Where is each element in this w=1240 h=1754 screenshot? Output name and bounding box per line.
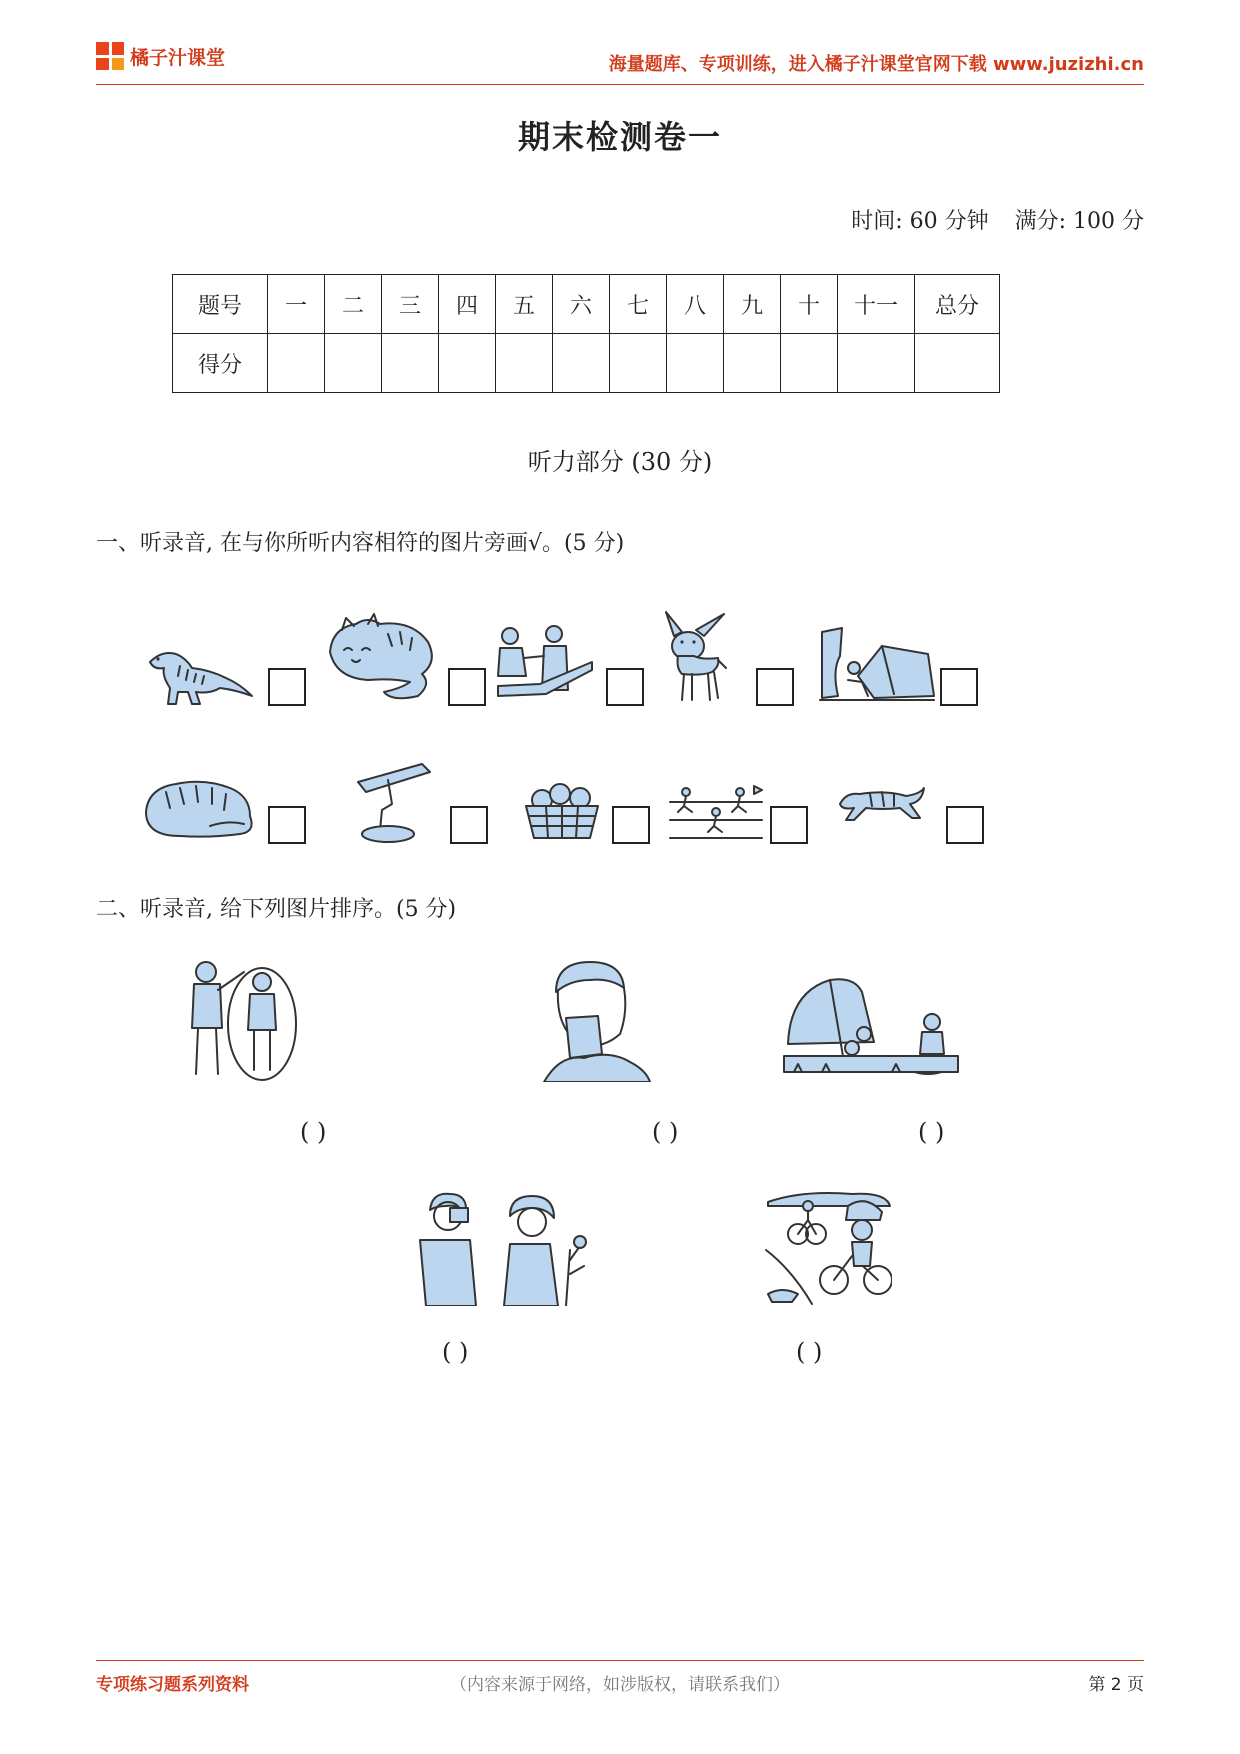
answer-checkbox[interactable] — [268, 668, 306, 706]
donkey-picture — [652, 606, 734, 704]
header-brand — [96, 42, 225, 70]
score-cell[interactable] — [610, 334, 667, 393]
desk-lamp-picture — [352, 760, 436, 844]
score-cell[interactable] — [553, 334, 610, 393]
score-table-col: 四 — [439, 275, 496, 334]
score-table-col: 六 — [553, 275, 610, 334]
score-cell[interactable] — [915, 334, 1000, 393]
score-table-col: 一 — [268, 275, 325, 334]
footer-series: 专项练习题系列资料 — [96, 1675, 249, 1695]
score-cell[interactable] — [496, 334, 553, 393]
footer-divider — [96, 1660, 1144, 1661]
tiger-jumping-picture — [836, 784, 926, 826]
score-cell[interactable] — [439, 334, 496, 393]
score-table-col: 七 — [610, 275, 667, 334]
tent-camping-picture — [782, 972, 960, 1080]
question2-title: 二、听录音, 给下列图片排序。(5 分) — [96, 897, 457, 922]
score-table-col: 八 — [667, 275, 724, 334]
fruit-basket-picture — [520, 782, 604, 844]
answer-checkbox[interactable] — [268, 806, 306, 844]
answer-checkbox[interactable] — [450, 806, 488, 844]
score-table-col: 总分 — [915, 275, 1000, 334]
order-answer-paren[interactable]: ( ) — [300, 1118, 327, 1146]
girl-cycling-picture — [762, 1190, 892, 1306]
score-table-col: 五 — [496, 275, 553, 334]
score-cell[interactable] — [667, 334, 724, 393]
order-answer-paren[interactable]: ( ) — [442, 1338, 469, 1366]
score-table — [172, 274, 1000, 393]
score-table-header-row — [173, 275, 1000, 334]
answer-checkbox[interactable] — [612, 806, 650, 844]
running-race-picture — [668, 784, 764, 844]
doctor-patient-picture — [496, 622, 594, 702]
score-table-score-row — [173, 334, 1000, 393]
orange-squares-logo-icon — [96, 42, 124, 70]
camping-picture — [818, 626, 936, 706]
page-number-value: 2 — [1110, 1675, 1122, 1695]
man-sneezing-picture — [540, 958, 652, 1082]
score-table-col: 九 — [724, 275, 781, 334]
exam-time: 时间: 60 分钟 — [851, 209, 989, 234]
score-cell[interactable] — [382, 334, 439, 393]
score-table-col: 三 — [382, 275, 439, 334]
exam-full-score: 满分: 100 分 — [1014, 209, 1144, 234]
score-cell[interactable] — [838, 334, 915, 393]
header-divider — [96, 84, 1144, 85]
page-number — [1088, 1670, 1144, 1695]
listening-section-title: 听力部分 (30 分) — [527, 448, 713, 476]
score-cell[interactable] — [325, 334, 382, 393]
answer-checkbox[interactable] — [448, 668, 486, 706]
cat-sleeping-picture — [322, 612, 440, 702]
brand-name: 橘子汁课堂 — [130, 46, 226, 69]
score-table-col: 十 — [781, 275, 838, 334]
answer-checkbox[interactable] — [940, 668, 978, 706]
score-cell[interactable] — [724, 334, 781, 393]
answer-checkbox[interactable] — [756, 668, 794, 706]
girls-photo-picture — [410, 1190, 590, 1306]
answer-checkbox[interactable] — [606, 668, 644, 706]
score-cell[interactable] — [268, 334, 325, 393]
dinosaur-picture — [140, 632, 258, 708]
order-answer-paren[interactable]: ( ) — [918, 1118, 945, 1146]
score-cell[interactable] — [781, 334, 838, 393]
page-suffix: 页 — [1127, 1675, 1144, 1695]
boys-measuring-picture — [180, 958, 302, 1082]
order-answer-paren[interactable]: ( ) — [796, 1338, 823, 1366]
score-table-col: 十一 — [838, 275, 915, 334]
header-slogan: 海量题库、专项训练，进入橘子汁课堂官网下载 www.juzizhi.cn — [608, 54, 1144, 75]
page-title: 期末检测卷一 — [517, 118, 722, 156]
tiger-lying-picture — [140, 772, 258, 842]
exam-info — [825, 204, 1144, 235]
score-table-row2-label: 得分 — [173, 334, 268, 393]
order-answer-paren[interactable]: ( ) — [652, 1118, 679, 1146]
score-table-row1-label: 题号 — [173, 275, 268, 334]
page-prefix: 第 — [1088, 1675, 1106, 1695]
footer-copyright-note: （内容来源于网络，如涉版权，请联系我们） — [450, 1675, 790, 1695]
score-table-col: 二 — [325, 275, 382, 334]
question1-title: 一、听录音, 在与你所听内容相符的图片旁画√。(5 分) — [96, 531, 625, 556]
answer-checkbox[interactable] — [770, 806, 808, 844]
answer-checkbox[interactable] — [946, 806, 984, 844]
